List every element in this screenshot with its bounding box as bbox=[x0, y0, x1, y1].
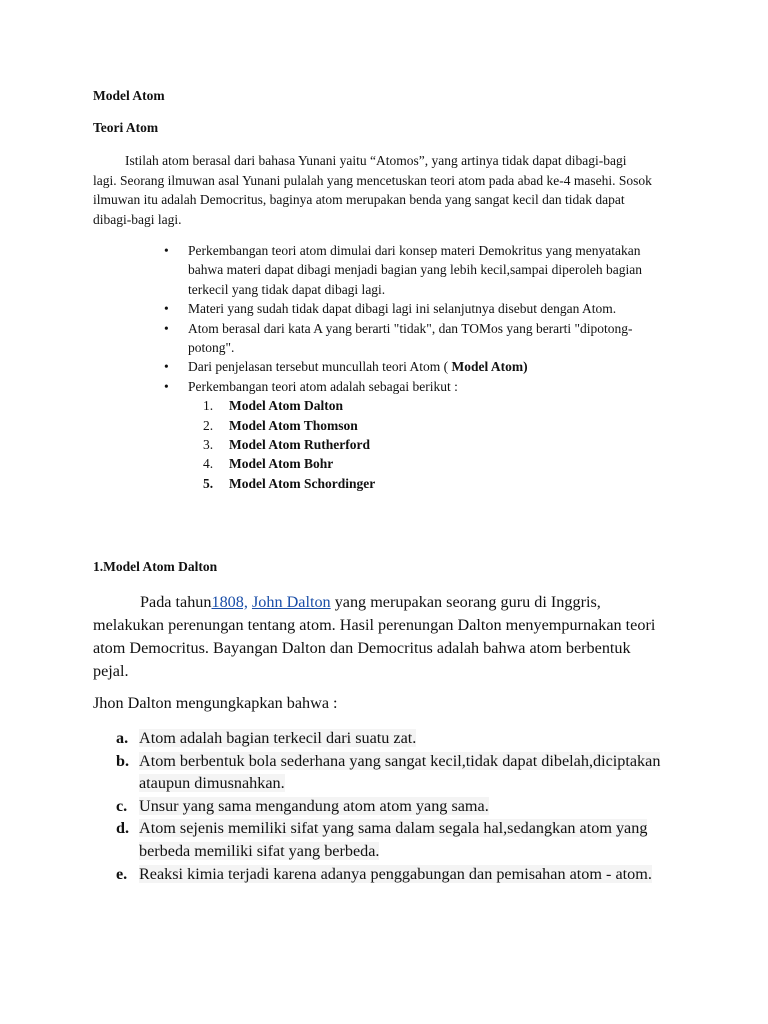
bullet-text: Perkembangan teori atom dimulai dari konsep materi Demokritus yang menyatakan bahwa materi dapat dibagi menjadi bagian yang lebih kecil,sampai diperoleh bagian terkecil yang tidak dapat dibagi lagi. bbox=[188, 243, 642, 297]
model-label: Model Atom Bohr bbox=[229, 456, 334, 472]
dalton-prefix: Pada tahun bbox=[140, 593, 212, 611]
model-item bbox=[188, 454, 658, 473]
bullet-icon: • bbox=[164, 301, 169, 317]
intro-paragraph: Istilah atom berasal dari bahasa Yunani yaitu “Atomos”, yang artinya tidak dapat dibagi-bagi lagi. Seorang ilmuwan asal Yunani pulalah yang mencetuskan teori atom pada abad ke-4 masehi. Sosok ilmuwan itu adalah Democritus, baginya atom merupakan benda yang sangat kecil dan tidak dapat dibagi-bagi lagi. bbox=[93, 153, 652, 227]
point-text: Unsur yang sama mengandung atom atom yang sama. bbox=[139, 796, 489, 815]
model-number: 2. bbox=[203, 417, 214, 433]
model-item bbox=[188, 396, 658, 415]
bullet-icon: • bbox=[164, 320, 169, 336]
bullet-text: Atom berasal dari kata A yang berarti "tidak", dan TOMos yang berarti "dipotong-potong". bbox=[188, 320, 633, 356]
point-letter: b. bbox=[116, 751, 130, 770]
section-heading-dalton: 1.Model Atom Dalton bbox=[93, 559, 218, 574]
bullet-item bbox=[164, 319, 658, 358]
bullet-item bbox=[164, 241, 658, 299]
bullet-icon: • bbox=[164, 359, 169, 375]
dalton-point bbox=[116, 795, 674, 818]
bullet-text: Perkembangan teori atom adalah sebagai berikut : bbox=[188, 378, 458, 394]
dalton-points-list bbox=[116, 727, 674, 885]
bullet-item bbox=[164, 357, 658, 376]
point-letter: e. bbox=[116, 864, 128, 883]
bullet-item bbox=[164, 299, 658, 318]
bullet-bold-text: Model Atom) bbox=[451, 359, 528, 375]
model-item bbox=[188, 435, 658, 454]
model-item bbox=[188, 474, 658, 493]
point-text: Reaksi kimia terjadi karena adanya penggabungan dan pemisahan atom - atom. bbox=[139, 864, 652, 883]
section-heading-teori-atom: Teori Atom bbox=[93, 120, 159, 135]
model-label: Model Atom Schordinger bbox=[229, 475, 376, 491]
point-text: Atom berbentuk bola sederhana yang sangat kecil,tidak dapat dibelah,diciptakan ataupun dimusnahkan. bbox=[139, 751, 661, 793]
john-dalton-link[interactable]: John Dalton bbox=[251, 593, 331, 611]
model-label: Model Atom Dalton bbox=[229, 398, 343, 414]
point-text: Atom adalah bagian terkecil dari suatu zat. bbox=[139, 729, 417, 747]
bullet-list bbox=[164, 241, 658, 493]
model-label: Model Atom Thomson bbox=[229, 417, 358, 433]
point-letter: a. bbox=[116, 729, 129, 747]
model-number: 5. bbox=[203, 475, 214, 491]
dalton-point bbox=[116, 750, 674, 795]
point-letter: c. bbox=[116, 796, 128, 815]
bullet-text: Materi yang sudah tidak dapat dibagi lagi ini selanjutnya disebut dengan Atom. bbox=[188, 301, 617, 317]
document-title: Model Atom bbox=[93, 88, 165, 103]
model-number: 1. bbox=[203, 398, 214, 414]
dalton-point bbox=[116, 817, 674, 862]
point-text: Atom sejenis memiliki sifat yang sama dalam segala hal,sedangkan atom yang berbeda memiliki sifat yang berbeda. bbox=[139, 819, 648, 860]
bullet-item bbox=[164, 377, 658, 493]
dalton-point bbox=[116, 727, 674, 750]
bullet-icon: • bbox=[164, 378, 169, 394]
dalton-point bbox=[116, 863, 674, 886]
model-item bbox=[188, 416, 658, 435]
model-number: 3. bbox=[203, 437, 214, 453]
bullet-icon: • bbox=[164, 243, 169, 258]
point-letter: d. bbox=[116, 819, 130, 838]
model-list bbox=[188, 396, 658, 493]
model-label: Model Atom Rutherford bbox=[229, 437, 370, 453]
dalton-paragraph bbox=[93, 591, 663, 683]
bullet-text: Dari penjelasan tersebut muncullah teori Atom ( bbox=[188, 359, 449, 375]
dalton-rest: yang merupakan seorang guru di Inggris, melakukan perenungan tentang atom. Hasil perenungan Dalton menyempurnakan teori atom Democritus. Bayangan Dalton dan Democritus adalah bahwa atom berbentuk pejal. bbox=[93, 593, 656, 680]
year-link[interactable]: 1808, bbox=[211, 593, 248, 611]
dalton-statement-heading: Jhon Dalton mengungkapkan bahwa : bbox=[93, 694, 338, 712]
model-number: 4. bbox=[203, 456, 214, 472]
